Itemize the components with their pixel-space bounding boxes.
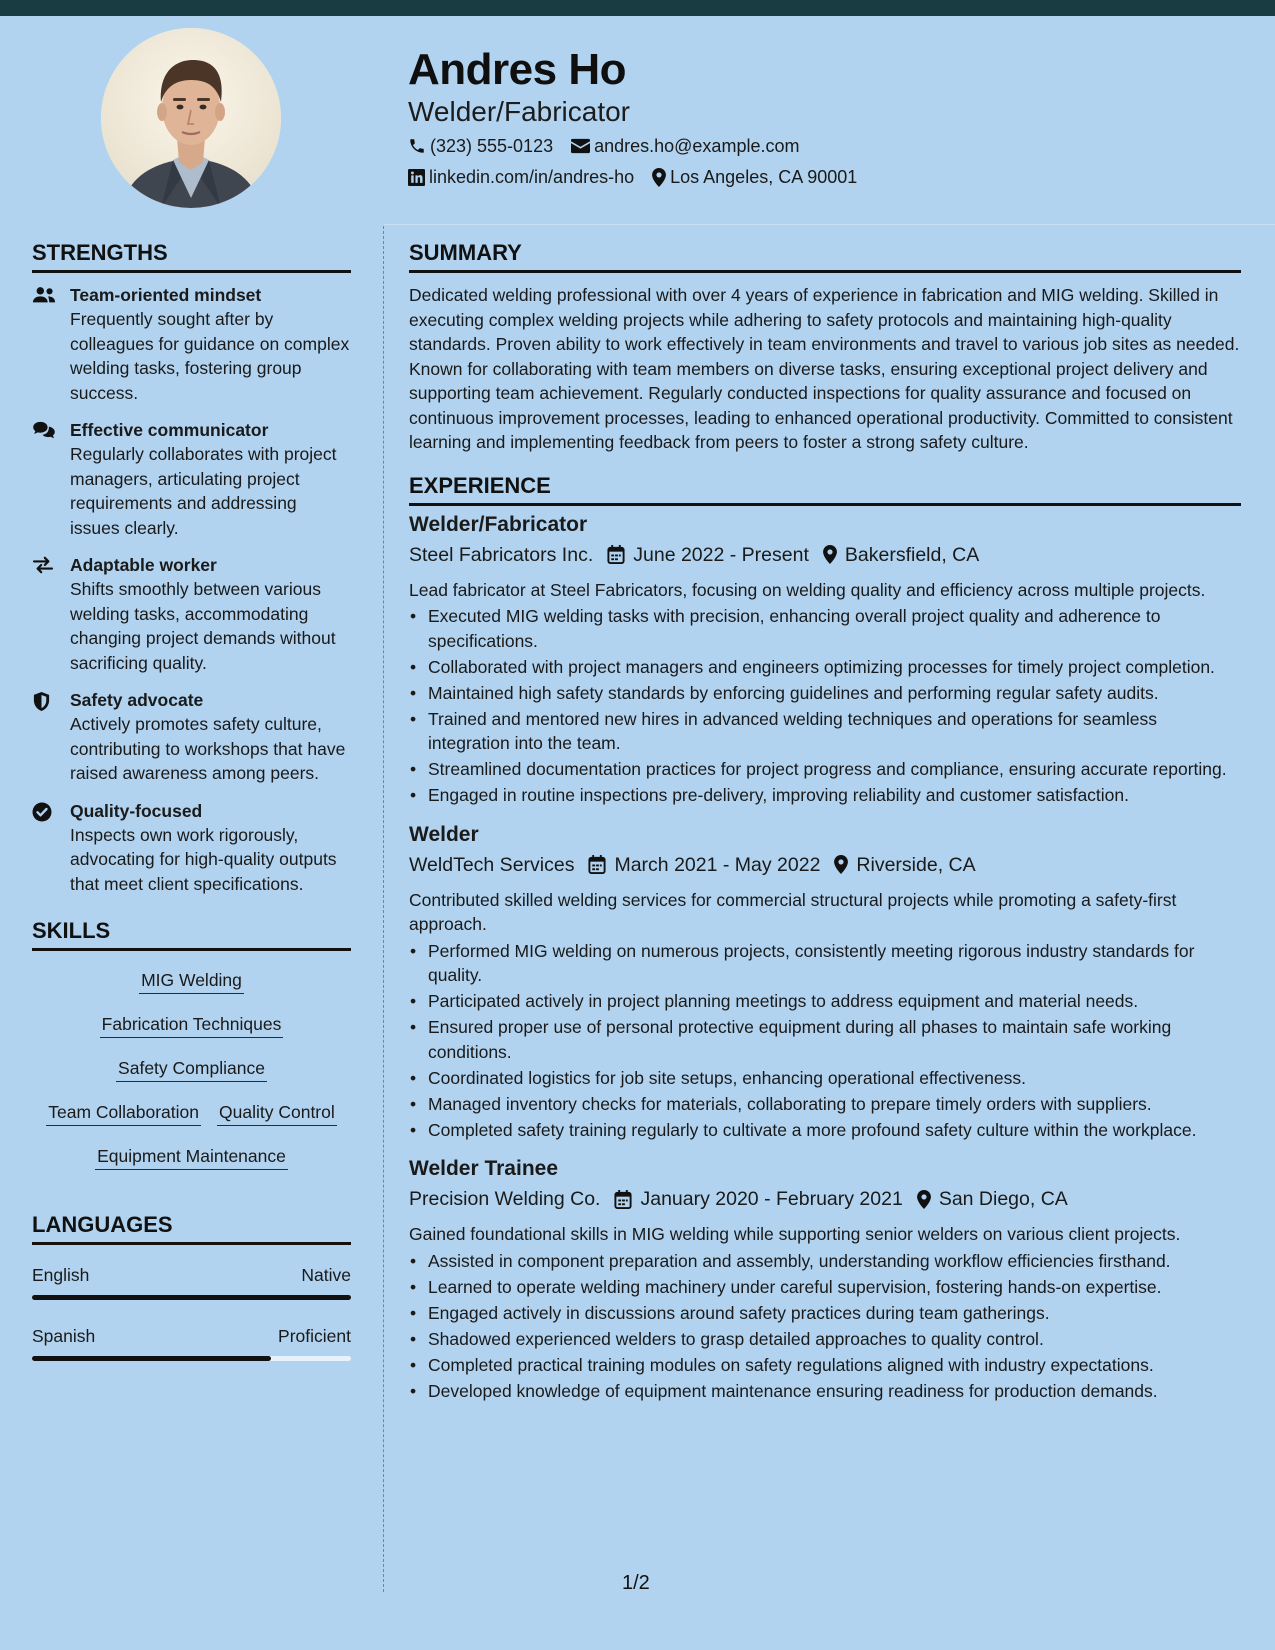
email-link[interactable]: andres.ho@example.com [594,136,800,156]
skill-tag: Safety Compliance [116,1055,267,1082]
top-accent-bar [0,0,1275,16]
proficiency-fill [32,1356,271,1361]
job-title: Welder Trainee [409,1157,559,1180]
right-column [409,238,1241,1415]
strength-item [32,688,351,786]
calendar-icon [607,545,625,564]
strength-title: Quality-focused [70,800,203,821]
language-english [32,1263,351,1300]
skill-tag: Equipment Maintenance [95,1143,288,1170]
strength-item [32,553,351,675]
candidate-name: Andres Ho [408,45,626,94]
location-text: Los Angeles, CA 90001 [670,167,858,187]
language-name: Spanish [32,1326,96,1346]
summary-heading: SUMMARY [409,238,1241,273]
job-title: Welder/Fabricator [409,512,588,536]
job-meta [409,540,1241,570]
strength-title: Adaptable worker [70,555,217,575]
map-pin-icon [823,545,837,564]
contact-row-1 [408,134,817,158]
strength-item [32,418,351,540]
job-bullets [409,939,1241,1143]
users-icon [32,286,56,304]
bullet-item: • Performed MIG welding on numerous projects, consistently meeting rigorous industry standards for quality. [409,939,1241,988]
strength-title: Effective communicator [70,420,269,440]
bullet-item: • Executed MIG welding tasks with precision, enhancing overall project quality and adherence to specifications. [409,604,1241,653]
linkedin-link[interactable]: linkedin.com/in/andres-ho [429,167,635,187]
bullet-item: • Assisted in component preparation and assembly, understanding workflow efficiencies firsthand. [409,1249,1241,1274]
bullet-item: • Streamlined documentation practices for project progress and compliance, ensuring accurate reporting. [409,757,1241,782]
bullet-item: • Completed safety training regularly to cultivate a more profound safety culture within the workplace. [409,1118,1241,1143]
page-number: 1/2 [622,1572,650,1594]
calendar-icon [588,855,606,874]
job-bullets [409,1249,1241,1404]
map-pin-icon [652,168,666,187]
bullet-item: • Ensured proper use of personal protective equipment during all phases to maintain safe working conditions. [409,1015,1241,1064]
skills-heading: SKILLS [32,916,351,951]
strength-desc: Actively promotes safety culture, contributing to workshops that have raised awareness among peers. [70,714,346,783]
bullet-item: • Coordinated logistics for job site setups, enhancing operational effectiveness. [409,1066,1241,1091]
skills-list [32,961,351,1170]
contact-row-2 [408,165,875,189]
job-company: WeldTech Services [409,853,575,876]
profile-photo [101,28,281,208]
candidate-title: Welder/Fabricator [408,96,631,127]
strength-desc: Inspects own work rigorously, advocating for high-quality outputs that meet client specifications. [70,824,337,894]
bullet-item: • Learned to operate welding machinery under careful supervision, fostering hands-on expertise. [409,1275,1241,1300]
column-divider [383,226,384,1592]
strength-item [32,283,351,405]
linkedin-item [408,165,634,189]
job-company: Precision Welding Co. [409,1188,601,1210]
job-location: Bakersfield, CA [844,543,980,566]
strength-item [32,799,351,897]
language-level: Native [301,1265,351,1285]
skill-tag: Team Collaboration [46,1099,201,1126]
location-item [652,165,857,189]
job-dates: March 2021 - May 2022 [614,853,821,876]
job-entry [409,510,1241,808]
job-description: Contributed skilled welding services for commercial structural projects while promoting a safety-first approach. [409,889,1177,934]
email-item [571,134,799,158]
bullet-item: • Developed knowledge of equipment maintenance ensuring readiness for production demands. [409,1379,1241,1404]
job-description: Lead fabricator at Steel Fabricators, focusing on welding quality and efficiency across multiple projects. [409,579,1206,600]
job-location: San Diego, CA [938,1188,1068,1210]
skill-tag: Fabrication Techniques [100,1011,284,1038]
bullet-item: • Engaged in routine inspections pre-delivery, improving reliability and customer satisfaction. [409,783,1241,808]
experience-heading: EXPERIENCE [409,471,1241,506]
strength-desc: Frequently sought after by colleagues for guidance on complex welding tasks, fostering group success. [70,309,350,403]
envelope-icon [571,138,590,154]
job-bullets [409,604,1241,808]
job-location: Riverside, CA [856,853,976,876]
strength-desc: Shifts smoothly between various welding tasks, accommodating changing project demands without sacrificing quality. [70,579,336,673]
bullet-item: • Engaged actively in discussions around safety practices during team gatherings. [409,1301,1241,1326]
job-company: Steel Fabricators Inc. [409,543,594,566]
map-pin-icon [917,1190,931,1209]
check-circle-icon [32,802,52,822]
language-spanish [32,1324,351,1361]
phone-text[interactable]: (323) 555-0123 [430,136,554,156]
job-dates: June 2022 - Present [633,543,809,566]
phone-item [408,134,553,158]
job-meta [409,1184,1241,1214]
bullet-item: • Trained and mentored new hires in advanced welding techniques and operations for seamless integration into the team. [409,707,1241,756]
job-meta [409,850,1241,880]
job-entry [409,1154,1241,1403]
skill-tag: MIG Welding [139,967,244,994]
proficiency-bar [32,1295,351,1300]
job-title: Welder [409,822,479,846]
map-pin-icon [834,855,848,874]
summary-text: Dedicated welding professional with over 4 years of experience in fabrication and MIG welding. Skilled in executing complex welding projects while adhering to safety protocols and maintaining high-quality standards. Proven ability to work effectively in team environments and travel to various job sites as needed. Known for collaborating with team members on diverse tasks, ensuring exceptional project delivery and supporting team achievement. Regularly conducted inspections for quality assurance and focused on continuous improvement processes, leading to enhanced operational productivity. Committed to consistent learning and implementing feedback from peers to foster a strong safety culture. [409,285,1240,452]
bullet-item: • Completed practical training modules on safety regulations aligned with industry expectations. [409,1353,1241,1378]
arrows-swap-icon [32,556,54,574]
job-description: Gained foundational skills in MIG welding while supporting senior welders on various client projects. [409,1224,1181,1244]
proficiency-bar [32,1356,351,1361]
skill-tag: Quality Control [217,1099,337,1126]
calendar-icon [614,1190,632,1209]
job-dates: January 2020 - February 2021 [640,1188,903,1210]
bullet-item: • Maintained high safety standards by enforcing guidelines and performing regular safety audits. [409,681,1241,706]
strength-title: Team-oriented mindset [70,285,262,305]
bullet-item: • Participated actively in project planning meetings to address equipment and material needs. [409,989,1241,1014]
bullet-item: • Shadowed experienced welders to grasp detailed approaches to quality control. [409,1327,1241,1352]
strength-title: Safety advocate [70,690,204,710]
phone-icon [408,137,426,155]
job-entry [409,820,1241,1143]
left-column [32,238,351,1385]
strength-desc: Regularly collaborates with project managers, articulating project requirements and addressing issues clearly. [70,444,337,538]
chat-icon [32,421,56,439]
languages-heading: LANGUAGES [32,1210,351,1245]
shield-icon [32,691,51,712]
language-name: English [32,1265,90,1285]
header-divider [384,224,1275,225]
proficiency-fill [32,1295,351,1300]
bullet-item: • Collaborated with project managers and engineers optimizing processes for timely project completion. [409,655,1241,680]
bullet-item: • Managed inventory checks for materials, collaborating to prepare timely orders with suppliers. [409,1092,1241,1117]
language-level: Proficient [278,1326,351,1346]
linkedin-icon [408,169,425,186]
strengths-heading: STRENGTHS [32,238,351,273]
portrait-illustration [101,28,281,208]
